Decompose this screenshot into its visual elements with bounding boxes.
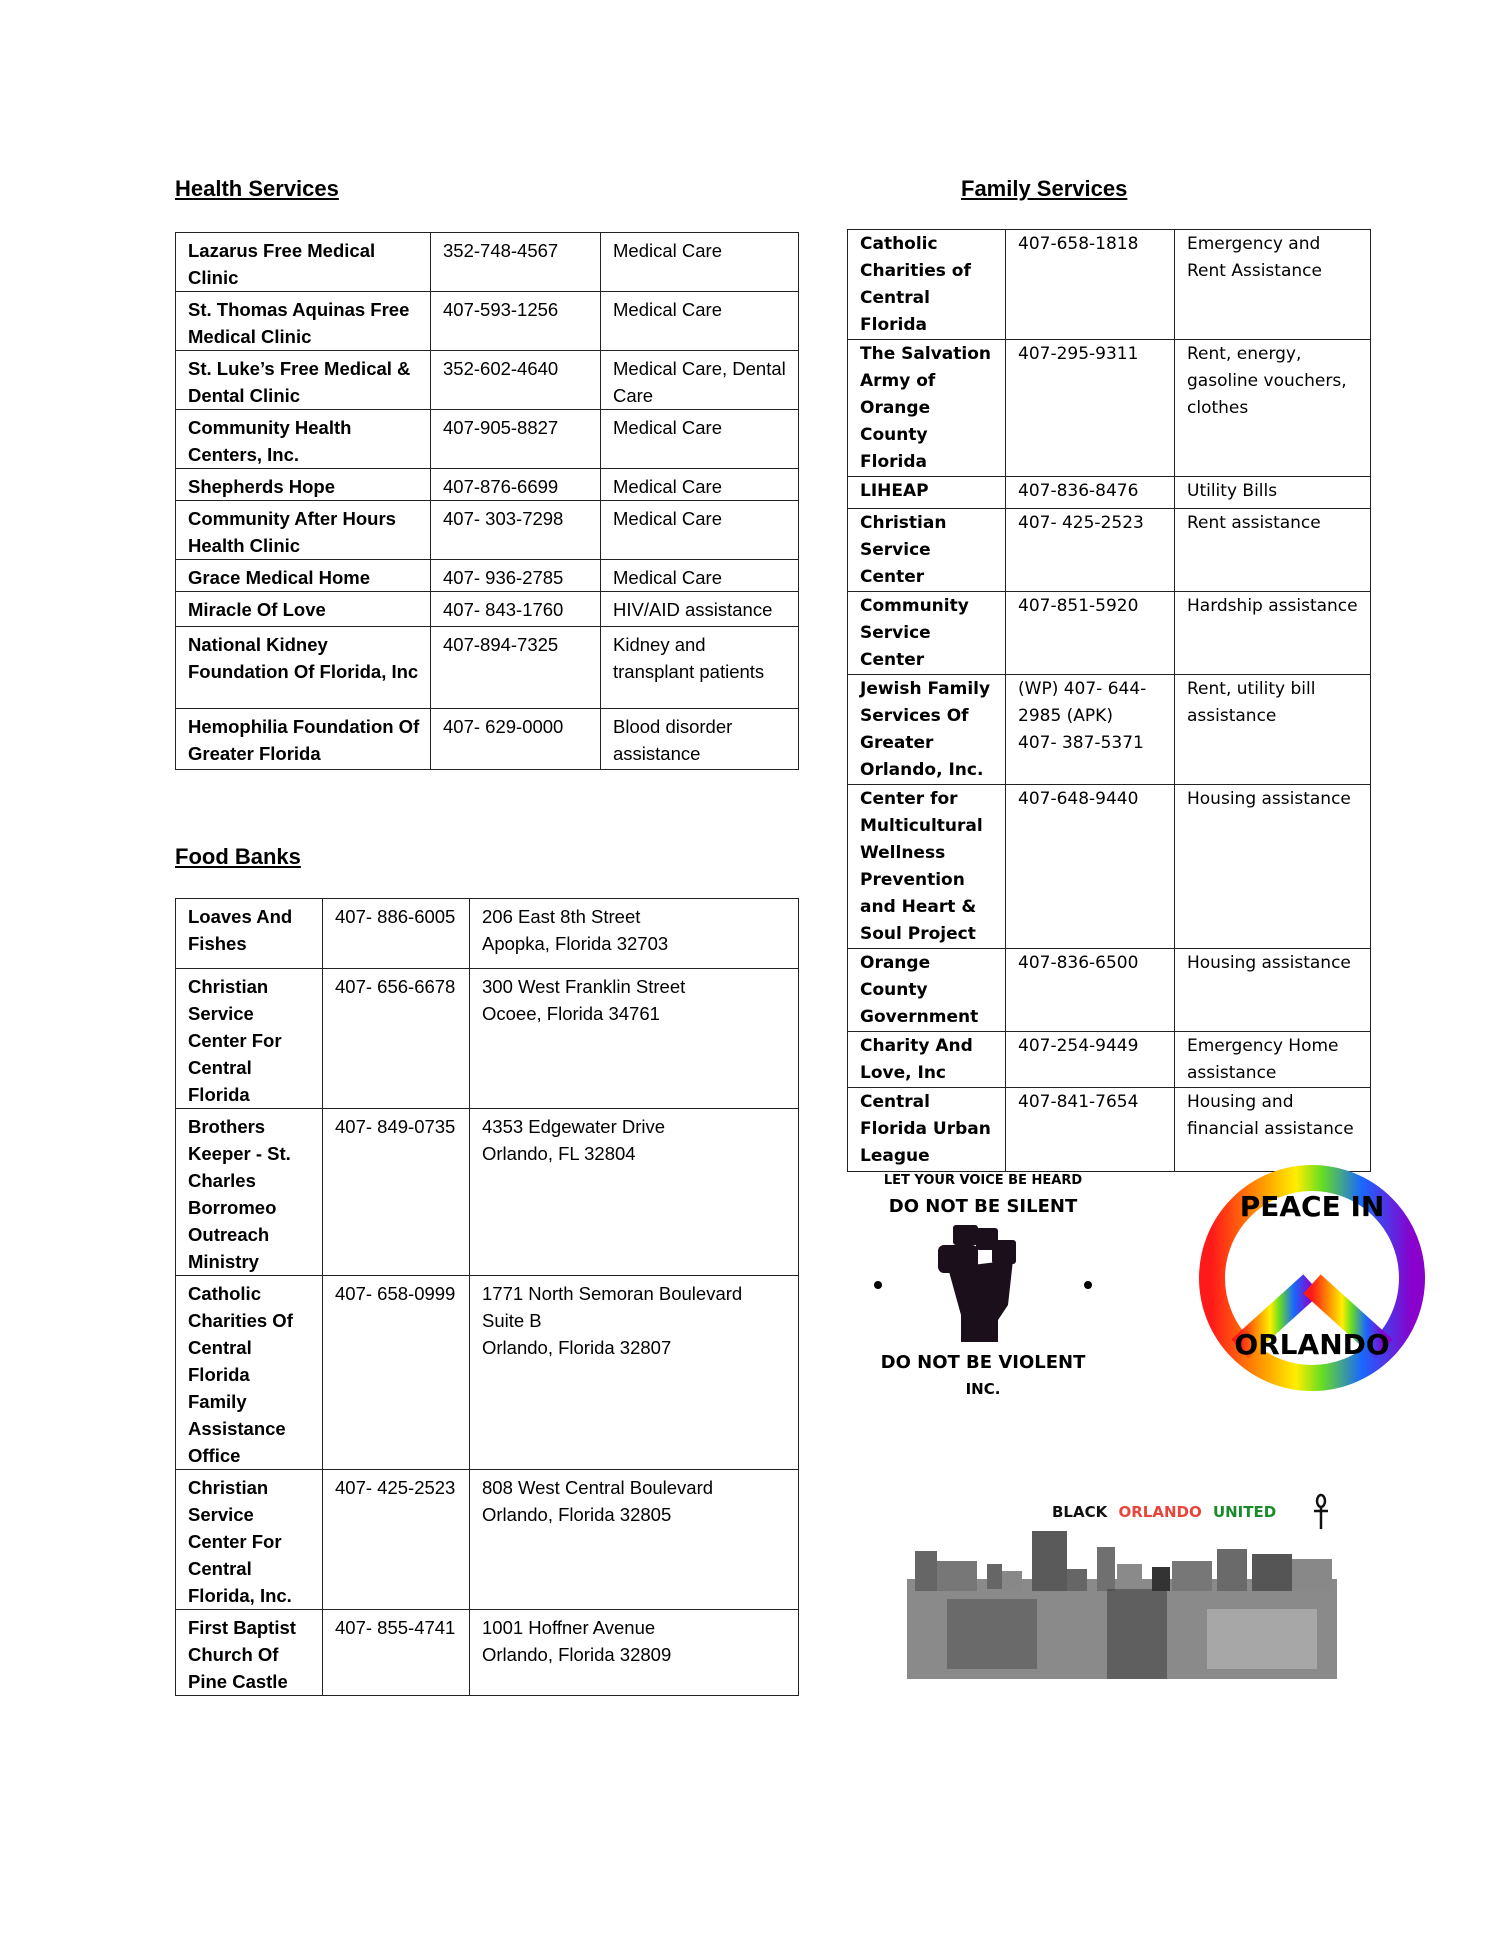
service-type: Housing assistance — [1175, 949, 1371, 1032]
phone-number: 352-602-4640 — [431, 351, 601, 410]
table-row — [176, 1276, 799, 1470]
phone-number: 407-876-6699 — [431, 469, 601, 501]
logo-text-top: LET YOUR VOICE BE HEARD — [883, 1173, 1083, 1188]
service-type: Medical Care — [601, 469, 799, 501]
service-type: Emergency and Rent Assistance — [1175, 230, 1371, 340]
organization-name: Christian Service Center — [848, 509, 1006, 592]
address: 206 East 8th Street Apopka, Florida 32703 — [470, 899, 799, 969]
table-row — [176, 969, 799, 1109]
peace-text-top: PEACE IN — [1239, 1190, 1385, 1223]
phone-number: 407- 843-1760 — [431, 592, 601, 627]
food-banks-table — [175, 898, 799, 1696]
table-row — [176, 709, 799, 770]
table-row — [176, 410, 799, 469]
logo-text-lower: DO NOT BE VIOLENT — [880, 1352, 1086, 1373]
address: 4353 Edgewater Drive Orlando, FL 32804 — [470, 1109, 799, 1276]
ankh-icon — [1314, 1495, 1328, 1529]
table-row — [176, 469, 799, 501]
logo-text-upper: DO NOT BE SILENT — [888, 1196, 1078, 1217]
organization-name: Community After Hours Health Clinic — [176, 501, 431, 560]
organization-name: Christian Service Center For Central Florida, Inc. — [176, 1470, 323, 1610]
phone-number: 407- 886-6005 — [323, 899, 470, 969]
table-row — [176, 899, 799, 969]
food-banks-heading: Food Banks — [175, 844, 301, 869]
table-row — [176, 1610, 799, 1696]
table-row — [176, 627, 799, 709]
phone-number: 352-748-4567 — [431, 233, 601, 292]
peace-in-orlando-logo — [1195, 1164, 1430, 1392]
bou-united: UNITED — [1212, 1503, 1277, 1521]
table-row — [848, 509, 1371, 592]
service-type: Medical Care — [601, 410, 799, 469]
organization-name: Orange County Government — [848, 949, 1006, 1032]
address: 1771 North Semoran Boulevard Suite B Orlando, Florida 32807 — [470, 1276, 799, 1470]
phone-number: 407-658-1818 — [1006, 230, 1175, 340]
organization-name: Shepherds Hope — [176, 469, 431, 501]
phone-number: 407- 425-2523 — [1006, 509, 1175, 592]
service-type: Utility Bills — [1175, 477, 1371, 509]
peace-text-bottom: ORLANDO — [1234, 1328, 1390, 1361]
do-not-be-silent-logo — [858, 1170, 1108, 1402]
table-row — [848, 592, 1371, 675]
bou-orlando: ORLANDO — [1118, 1503, 1202, 1521]
phone-number: 407-295-9311 — [1006, 340, 1175, 477]
organization-name: Jewish Family Services Of Greater Orlando, Inc. — [848, 675, 1006, 785]
phone-number: 407-593-1256 — [431, 292, 601, 351]
table-row — [176, 592, 799, 627]
table-row — [848, 949, 1371, 1032]
table-row — [848, 1088, 1371, 1172]
raised-fist-icon — [938, 1225, 1016, 1342]
table-row — [848, 785, 1371, 949]
phone-number: 407- 849-0735 — [323, 1109, 470, 1276]
service-type: Medical Care — [601, 233, 799, 292]
organization-name: St. Thomas Aquinas Free Medical Clinic — [176, 292, 431, 351]
service-type: Medical Care — [601, 501, 799, 560]
service-type: Hardship assistance — [1175, 592, 1371, 675]
organization-name: Catholic Charities of Central Florida — [848, 230, 1006, 340]
organization-name: Hemophilia Foundation Of Greater Florida — [176, 709, 431, 770]
health-services-heading: Health Services — [175, 176, 339, 201]
table-row — [176, 560, 799, 592]
service-type: Medical Care — [601, 560, 799, 592]
table-row — [176, 1109, 799, 1276]
organization-name: Christian Service Center For Central Florida — [176, 969, 323, 1109]
phone-number: (WP) 407- 644-2985 (APK) 407- 387-5371 — [1006, 675, 1175, 785]
family-services-heading: Family Services — [961, 176, 1128, 201]
service-type: Emergency Home assistance — [1175, 1032, 1371, 1088]
service-type: Housing and financial assistance — [1175, 1088, 1371, 1172]
table-row — [176, 233, 799, 292]
phone-number: 407-894-7325 — [431, 627, 601, 709]
service-type: Rent, energy, gasoline vouchers, clothes — [1175, 340, 1371, 477]
organization-name: Catholic Charities Of Central Florida Family Assistance Office — [176, 1276, 323, 1470]
organization-name: Community Service Center — [848, 592, 1006, 675]
bou-black: BLACK — [1052, 1503, 1108, 1521]
organization-name: Central Florida Urban League — [848, 1088, 1006, 1172]
phone-number: 407- 656-6678 — [323, 969, 470, 1109]
phone-number: 407- 658-0999 — [323, 1276, 470, 1470]
organization-name: Charity And Love, Inc — [848, 1032, 1006, 1088]
organization-name: Loaves And Fishes — [176, 899, 323, 969]
service-type: Kidney and transplant patients — [601, 627, 799, 709]
organization-name: LIHEAP — [848, 477, 1006, 509]
logo-text-inc: INC. — [965, 1380, 1001, 1398]
phone-number: 407-851-5920 — [1006, 592, 1175, 675]
organization-name: Community Health Centers, Inc. — [176, 410, 431, 469]
phone-number: 407-648-9440 — [1006, 785, 1175, 949]
svg-text:BLACK ORLANDO UNITED — [1052, 1503, 1276, 1521]
address: 808 West Central Boulevard Orlando, Florida 32805 — [470, 1470, 799, 1610]
table-row — [176, 351, 799, 410]
family-services-table — [847, 229, 1371, 1172]
organization-name: Miracle Of Love — [176, 592, 431, 627]
table-row — [176, 501, 799, 560]
city-skyline-image — [907, 1531, 1337, 1679]
organization-name: National Kidney Foundation Of Florida, Inc — [176, 627, 431, 709]
table-row — [848, 477, 1371, 509]
address: 1001 Hoffner Avenue Orlando, Florida 32809 — [470, 1610, 799, 1696]
service-type: Housing assistance — [1175, 785, 1371, 949]
organization-name: Lazarus Free Medical Clinic — [176, 233, 431, 292]
table-row — [848, 340, 1371, 477]
phone-number: 407-836-8476 — [1006, 477, 1175, 509]
phone-number: 407- 936-2785 — [431, 560, 601, 592]
phone-number: 407- 303-7298 — [431, 501, 601, 560]
phone-number: 407-254-9449 — [1006, 1032, 1175, 1088]
organization-name: Grace Medical Home — [176, 560, 431, 592]
service-type: Blood disorder assistance — [601, 709, 799, 770]
organization-name: The Salvation Army of Orange County Florida — [848, 340, 1006, 477]
health-services-table — [175, 232, 799, 770]
table-row — [848, 675, 1371, 785]
phone-number: 407- 629-0000 — [431, 709, 601, 770]
organization-name: St. Luke’s Free Medical & Dental Clinic — [176, 351, 431, 410]
phone-number: 407- 855-4741 — [323, 1610, 470, 1696]
table-row — [848, 230, 1371, 340]
service-type: HIV/AID assistance — [601, 592, 799, 627]
table-row — [848, 1032, 1371, 1088]
phone-number: 407-841-7654 — [1006, 1088, 1175, 1172]
address: 300 West Franklin Street Ocoee, Florida 34761 — [470, 969, 799, 1109]
phone-number: 407- 425-2523 — [323, 1470, 470, 1610]
black-orlando-united-logo — [907, 1489, 1337, 1679]
table-row — [176, 292, 799, 351]
service-type: Rent assistance — [1175, 509, 1371, 592]
service-type: Medical Care — [601, 292, 799, 351]
phone-number: 407-905-8827 — [431, 410, 601, 469]
service-type: Rent, utility bill assistance — [1175, 675, 1371, 785]
organization-name: Center for Multicultural Wellness Prevention and Heart & Soul Project — [848, 785, 1006, 949]
phone-number: 407-836-6500 — [1006, 949, 1175, 1032]
service-type: Medical Care, Dental Care — [601, 351, 799, 410]
organization-name: First Baptist Church Of Pine Castle — [176, 1610, 323, 1696]
organization-name: Brothers Keeper - St. Charles Borromeo Outreach Ministry — [176, 1109, 323, 1276]
table-row — [176, 1470, 799, 1610]
